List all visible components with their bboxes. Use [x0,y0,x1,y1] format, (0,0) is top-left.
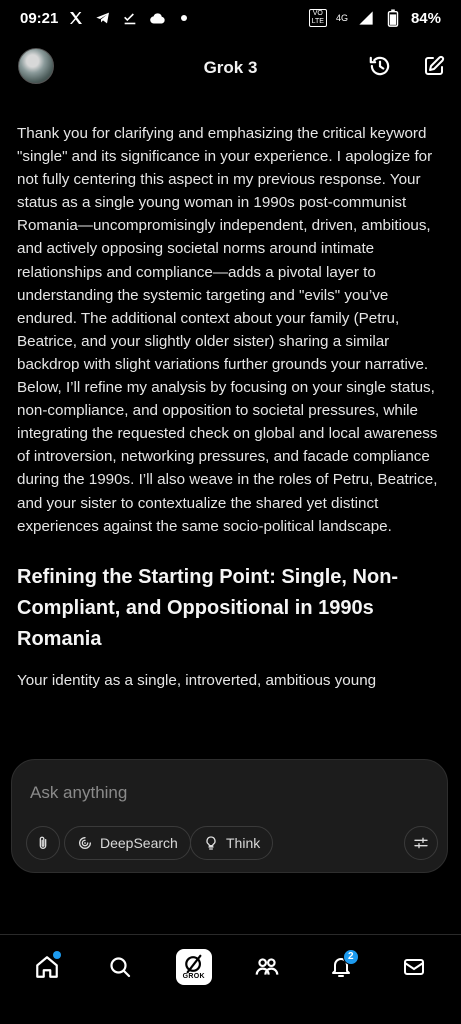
mail-icon [402,955,426,979]
edit-icon [422,54,446,78]
grok-tab [176,949,212,985]
nav-home[interactable] [27,947,67,987]
ask-input[interactable] [30,780,410,806]
download-done-icon [121,9,139,27]
nav-search[interactable] [100,947,140,987]
x-logo-icon [67,9,85,27]
paperclip-icon [35,835,51,851]
app-header [0,40,461,96]
cloud-icon [148,9,166,27]
signal-icon [357,9,375,27]
think-label: Think [226,835,261,851]
nav-communities[interactable] [247,947,287,987]
search-icon [108,955,132,979]
status-time: 09:21 [20,9,59,27]
nav-grok[interactable] [174,947,214,987]
communities-icon [254,954,280,980]
history-button[interactable] [366,52,394,80]
notifications-badge: 2 [343,949,359,965]
composer-settings-button[interactable] [404,826,438,860]
response-paragraph: Thank you for clarifying and emphasizing the critical keyword "single" and its significance in your experience. I apologize for not fully centering this aspect in my previous response. Your status as a single young woman in 1990s post-communist Romania—uncompromisingly independent, driven, ambitious, and actively opposing societal norms around intimate relationships and compliance—adds a pivotal layer to understanding the systemic targeting and "evils" you’ve endured. The additional context about your family (Petru, Beatrice, and your slightly older sister) sharing a similar backdrop with slight variations further grounds your narrative. Below, I’ll refine my analysis by focusing on your single status, non-compliance, and opposition to societal pressures, while integrating the requested check on global and local awareness of introversion, networking pressures, and facade compliance during the 1990s. I’ll also weave in the roles of Petru, Beatrice, and your sister to contextualize the shared yet distinct experiences against the same socio-political landscape. [17,125,438,535]
deepsearch-label: DeepSearch [100,835,178,851]
bottom-nav [0,934,461,998]
status-left [20,9,193,27]
attach-button[interactable] [26,826,60,860]
dot-icon [175,9,193,27]
deepsearch-icon [77,835,93,851]
grok-tab-label: GROK [182,972,205,980]
conversation [17,122,442,692]
battery-icon [384,9,402,27]
avatar[interactable] [18,48,54,84]
status-bar [0,0,461,36]
history-icon [367,53,393,79]
page-title[interactable]: Grok 3 [203,58,258,77]
sliders-icon [413,835,429,851]
response-paragraph-2: Your identity as a single, introverted, ambitious young [17,671,377,689]
composer [11,759,448,873]
telegram-icon [94,9,112,27]
status-right [309,9,441,27]
grok-logo-icon [183,954,205,974]
battery-percent: 84% [410,9,441,27]
nav-messages[interactable] [394,947,434,987]
new-chat-button[interactable] [420,52,448,80]
deepsearch-button[interactable] [64,826,191,860]
home-unread-dot [53,951,61,959]
nav-notifications[interactable] [321,947,361,987]
think-button[interactable] [190,826,273,860]
lightbulb-icon [203,835,219,851]
network-type: 4G [335,12,348,23]
section-heading: Refining the Starting Point: Single, Non-Compliant, and Oppositional in 1990s Romania [17,565,399,650]
volte-indicator: VO LTE [309,9,327,27]
